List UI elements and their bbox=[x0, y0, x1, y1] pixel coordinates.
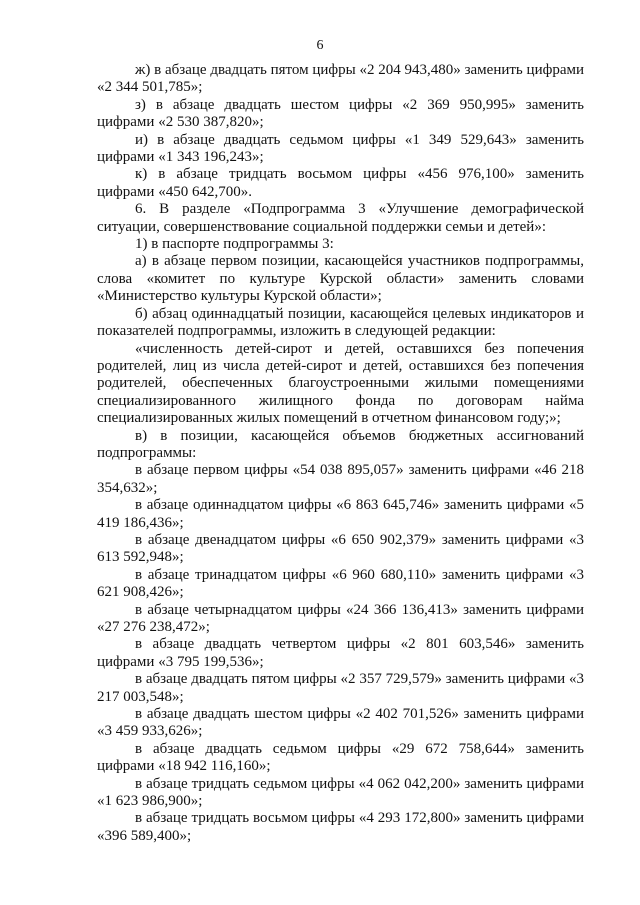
paragraph-b: б) абзац одиннадцатый позиции, касающейся целевых индикаторов и показателей подпрограммы, изложить в следующей редакции: bbox=[97, 305, 584, 340]
page-number: 6 bbox=[316, 38, 324, 53]
list-item: в абзаце четырнадцатом цифры «24 366 136,413» заменить цифрами «27 276 238,472»; bbox=[97, 601, 584, 635]
subsection-1: 1) в паспорте подпрограммы 3: bbox=[135, 236, 334, 253]
list-item: в абзаце тринадцатом цифры «6 960 680,110» заменить цифрами «3 621 908,426»; bbox=[97, 566, 584, 601]
list-item: в абзаце двадцать седьмом цифры «29 672 758,644» заменить цифрами «18 942 116,160»; bbox=[97, 740, 584, 775]
paragraph-z: з) в абзаце двадцать шестом цифры «2 369 950,995» заменить цифрами «2 530 387,820»; bbox=[97, 96, 584, 131]
paragraph-k: к) в абзаце тридцать восьмом цифры «456 976,100» заменить цифрами «450 642,700». bbox=[97, 166, 584, 200]
list-item: в абзаце тридцать восьмом цифры «4 293 172,800» заменить цифрами «396 589,400»; bbox=[97, 810, 584, 844]
list-item: в абзаце одиннадцатом цифры «6 863 645,746» заменить цифрами «5 419 186,436»; bbox=[97, 497, 584, 531]
quoted-text: «численность детей-сирот и детей, оставшихся без попечения родителей, лиц из числа детей-сирот и детей, оставшихся без попечения родителей, обеспеченных благоустроенными жилыми помещениями специализированного жилищного фонда по договорам найма специализированных жилых помещений в отчетном финансовом году;»; bbox=[97, 340, 584, 427]
list-item: в абзаце тридцать седьмом цифры «4 062 042,200» заменить цифрами «1 623 986,900»; bbox=[97, 775, 584, 810]
paragraph-v: в) в позиции, касающейся объемов бюджетных ассигнований подпрограммы: bbox=[97, 427, 584, 461]
document-body bbox=[97, 62, 584, 845]
list-item: в абзаце двенадцатом цифры «6 650 902,379» заменить цифрами «3 613 592,948»; bbox=[97, 531, 584, 566]
paragraph-i: и) в абзаце двадцать седьмом цифры «1 349 529,643» заменить цифрами «1 343 196,243»; bbox=[97, 131, 584, 166]
paragraph-zh: ж) в абзаце двадцать пятом цифры «2 204 943,480» заменить цифрами «2 344 501,785»; bbox=[97, 62, 584, 96]
paragraph-a: а) в абзаце первом позиции, касающейся участников подпрограммы, слова «комитет по культуре Курской области» заменить словами «Министерство культуры Курской области»; bbox=[97, 253, 584, 305]
list-item: в абзаце двадцать шестом цифры «2 402 701,526» заменить цифрами «3 459 933,626»; bbox=[97, 706, 584, 740]
list-item: в абзаце двадцать четвертом цифры «2 801 603,546» заменить цифрами «3 795 199,536»; bbox=[97, 636, 584, 670]
list-item: в абзаце первом цифры «54 038 895,057» заменить цифрами «46 218 354,632»; bbox=[97, 462, 584, 496]
list-item: в абзаце двадцать пятом цифры «2 357 729,579» заменить цифрами «3 217 003,548»; bbox=[97, 671, 584, 705]
section-6-heading: 6. В разделе «Подпрограмма 3 «Улучшение демографической ситуации, совершенствование социальной поддержки семьи и детей»: bbox=[97, 201, 584, 235]
